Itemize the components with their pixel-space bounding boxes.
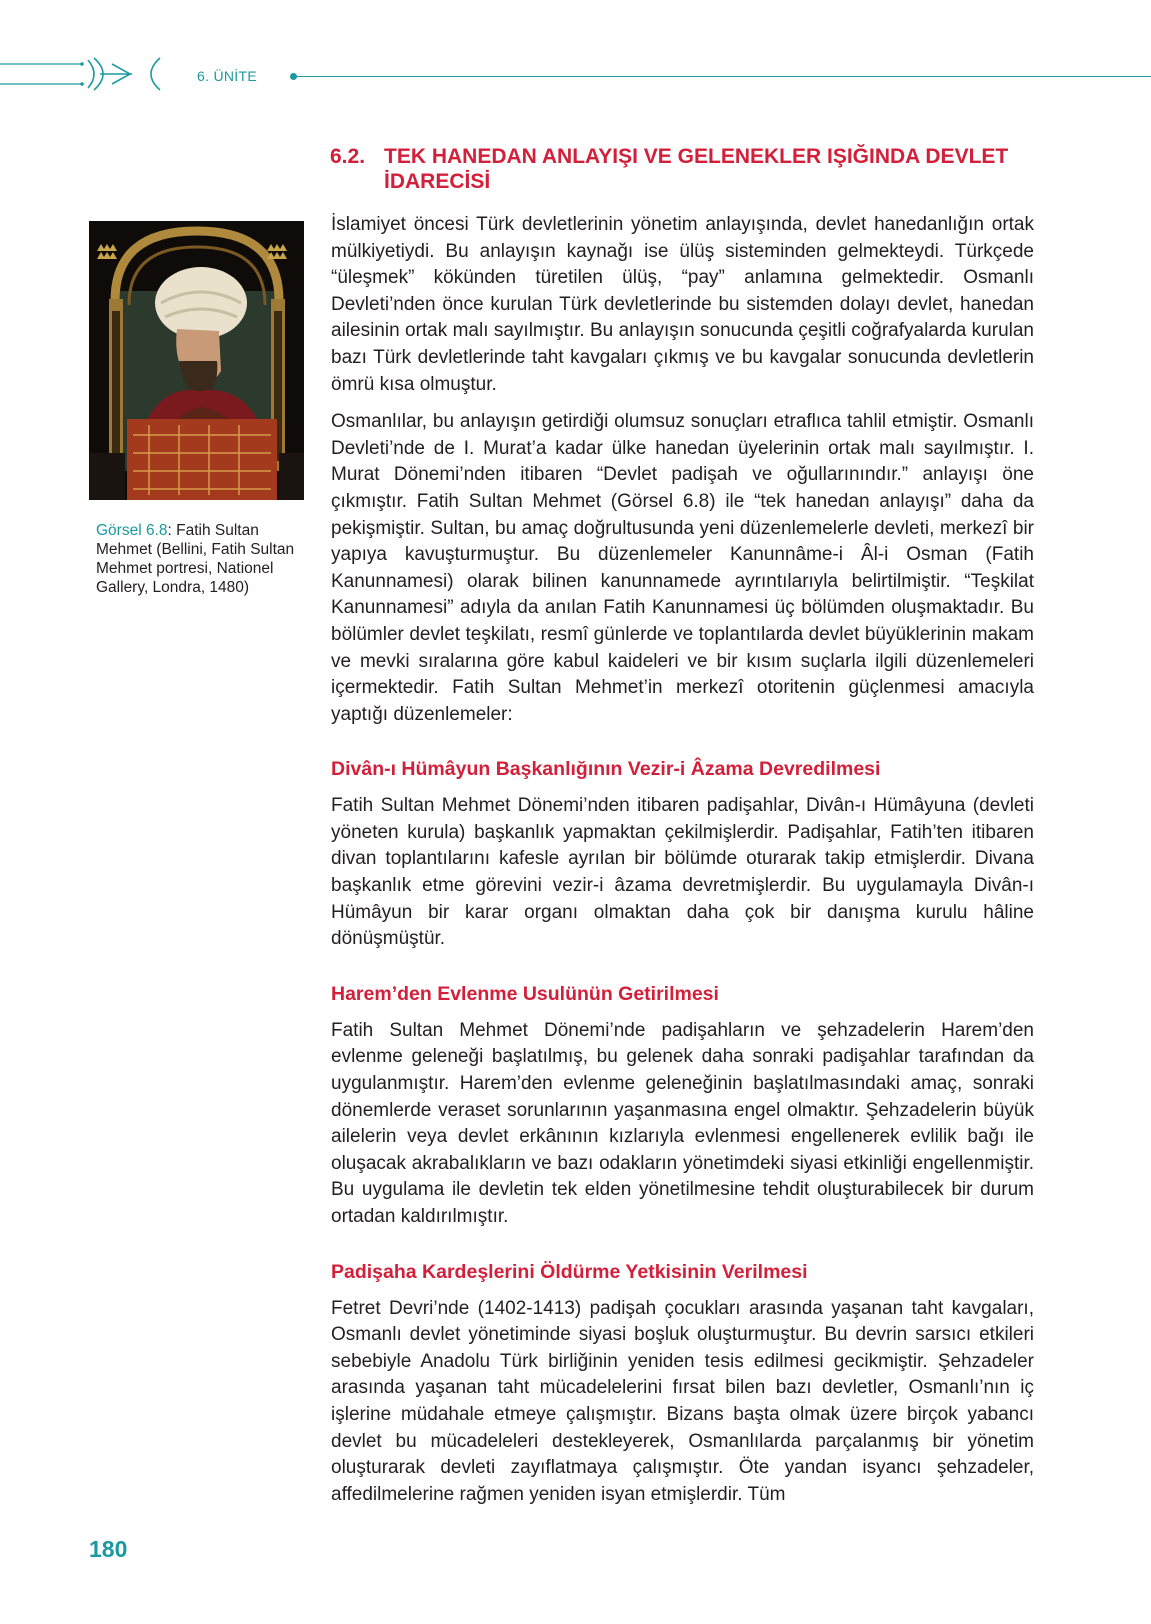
subsection-paragraph: Fetret Devri’nde (1402-1413) padişah çocukları arasında yaşanan taht kavgaları, Osmanlı devlet yönetiminde siyasi boşluk oluşturmuştur. Bu devrin sarsıcı etkileri sebebiyle Anadolu Türk birliğinin yeniden tesis edilmesi gecikmiştir. Şehzadeler arasında yaşanan taht mücadelelerini fırsat bilen bazı devletler, Osmanlı’nın iç işlerine müdahale etmeye çalışmıştır. Bizans başta olmak üzere birçok yabancı devlet bu mücadeleleri destekleyerek, Osmanlılarda parçalanmış bir yönetim oluşturarak devleti zayıflatmaya çalışmıştır. Öte yandan isyancı şehzadeler, affedilmelerine rağmen yeniden isyan etmişlerdir. Tüm — [331, 1297, 1034, 1505]
header-ornament-icon — [0, 54, 170, 94]
page-number: 180 — [89, 1536, 128, 1562]
subsection-heading: Divân-ı Hümâyun Başkanlığının Vezir-i Âzama Devredilmesi — [331, 758, 881, 781]
paragraph: Osmanlılar, bu anlayışın getirdiği olumsuz sonuçları etraflıca tahlil etmiştir. Osmanlı Devleti’nde de I. Murat’a kadar ülke hanedan üyelerinin ortak malı sayılmıştır. I. Murat Dönemi’nden itibaren “Devlet padişah ve oğullarınındır.” anlayışı öne çıkmıştır. Fatih Sultan Mehmet (Görsel 6.8) ile “tek hanedan anlayışı” daha da pekişmiştir. Sultan, bu amaç doğrultusunda yeni düzenlemelerle devleti, merkezî bir yapıya kavuşturmuştur. Bu düzenlemeler Kanunnâme-i Âl-i Osman (Fatih Kanunnamesi) olarak bilinen kanunnamede ayrıntılarıyla belirtilmiştir. “Teşkilat Kanunnamesi” adıyla da anılan Fatih Kanunnamesi üç bölümden oluşmaktadır. Bu bölümler devlet teşkilatı, resmî günlerde ve toplantılarda devlet büyüklerinin makam ve mevki sıralarına göre kabul kaideleri ve bir kısım suçlarla ilgili düzenlemeleri içermektedir. Fatih Sultan Mehmet’in merkezî otoritenin güçlenmesi amacıyla yaptığı düzenlemeler: — [331, 411, 1034, 725]
subsection-heading: Padişaha Kardeşlerini Öldürme Yetkisinin Verilmesi — [331, 1260, 808, 1283]
figure-caption — [96, 521, 296, 597]
subsection-paragraph: Fatih Sultan Mehmet Dönemi’nde padişahların ve şehzadelerin Harem’den evlenme geleneği başlatılmış, bu gelenek daha sonraki padişahlar tarafından da uygulanmıştır. Harem’den evlenme geleneğinin başlatılmasındaki amaç, sonraki dönemlerde veraset sorunlarının yaşanmasına engel olmaktır. Şehzadelerin büyük ailelerin veya devlet erkânının kızlarıyla evlenmesi engellenerek evlilik bağı ile oluşacak akrabalıkların ve bazı odakların yönetimdeki siyasi etkinliği engellenmiştir. Bu uygulama ile devletin tek elden yönetilmesine tehdit oluşturabilecek bir durum ortadan kaldırılmıştır. — [331, 1019, 1034, 1227]
section-number: 6.2. — [330, 145, 366, 168]
section-title-text: TEK HANEDAN ANLAYIŞI VE GELENEKLER IŞIĞINDA DEVLET İDARECİSİ — [384, 145, 1009, 193]
fatih-sultan-mehmet-portrait — [89, 221, 304, 500]
section-title — [330, 144, 1050, 194]
figure-label: Görsel 6.8 — [96, 522, 168, 539]
figure-caption-text: : Fatih Sultan Mehmet (Bellini, Fatih Sultan Mehmet portresi, Nationel Gallery, Londra, 1480) — [96, 522, 295, 596]
header-rule — [292, 76, 1151, 77]
paragraph: İslamiyet öncesi Türk devletlerinin yönetim anlayışında, devlet hanedanlığın ortak mülkiyetiydi. Bu anlayışın kaynağı ise ülüş sisteminden gelmekteydi. Türkçede “üleşmek” kökünden türetilen ülüş, “pay” anlamına gelmektedir. Osmanlı Devleti’nden önce kurulan Türk devletlerinde bu sistemden dolayı devlet, hanedan ailesinin ortak malı sayılmıştır. Bu anlayışın sonucunda çeşitli coğrafyalarda kurulan bazı Türk devletlerinde taht kavgaları çıkmış ve bu kavgalar sonucunda devletlerin ömrü kısa olmuştur. — [331, 214, 1034, 395]
subsection-paragraph: Fatih Sultan Mehmet Dönemi’nden itibaren padişahlar, Divân-ı Hümâyuna (devleti yöneten kurula) başkanlık yapmaktan çekilmişlerdir. Padişahlar, Fatih’ten itibaren divan toplantılarını kafesle ayrılan bir bölümde oturarak takip etmişlerdir. Divana başkanlık etme görevini vezir-i âzama devretmişlerdir. Bu uygulamayla Divân-ı Hümâyun bir karar organı olmaktan daha çok bir danışma kurulu hâline dönüşmüştür. — [331, 795, 1034, 950]
unit-label: 6. ÜNİTE — [197, 68, 257, 84]
main-text-column — [331, 212, 1034, 1519]
subsection-heading: Harem’den Evlenme Usulünün Getirilmesi — [331, 982, 719, 1005]
